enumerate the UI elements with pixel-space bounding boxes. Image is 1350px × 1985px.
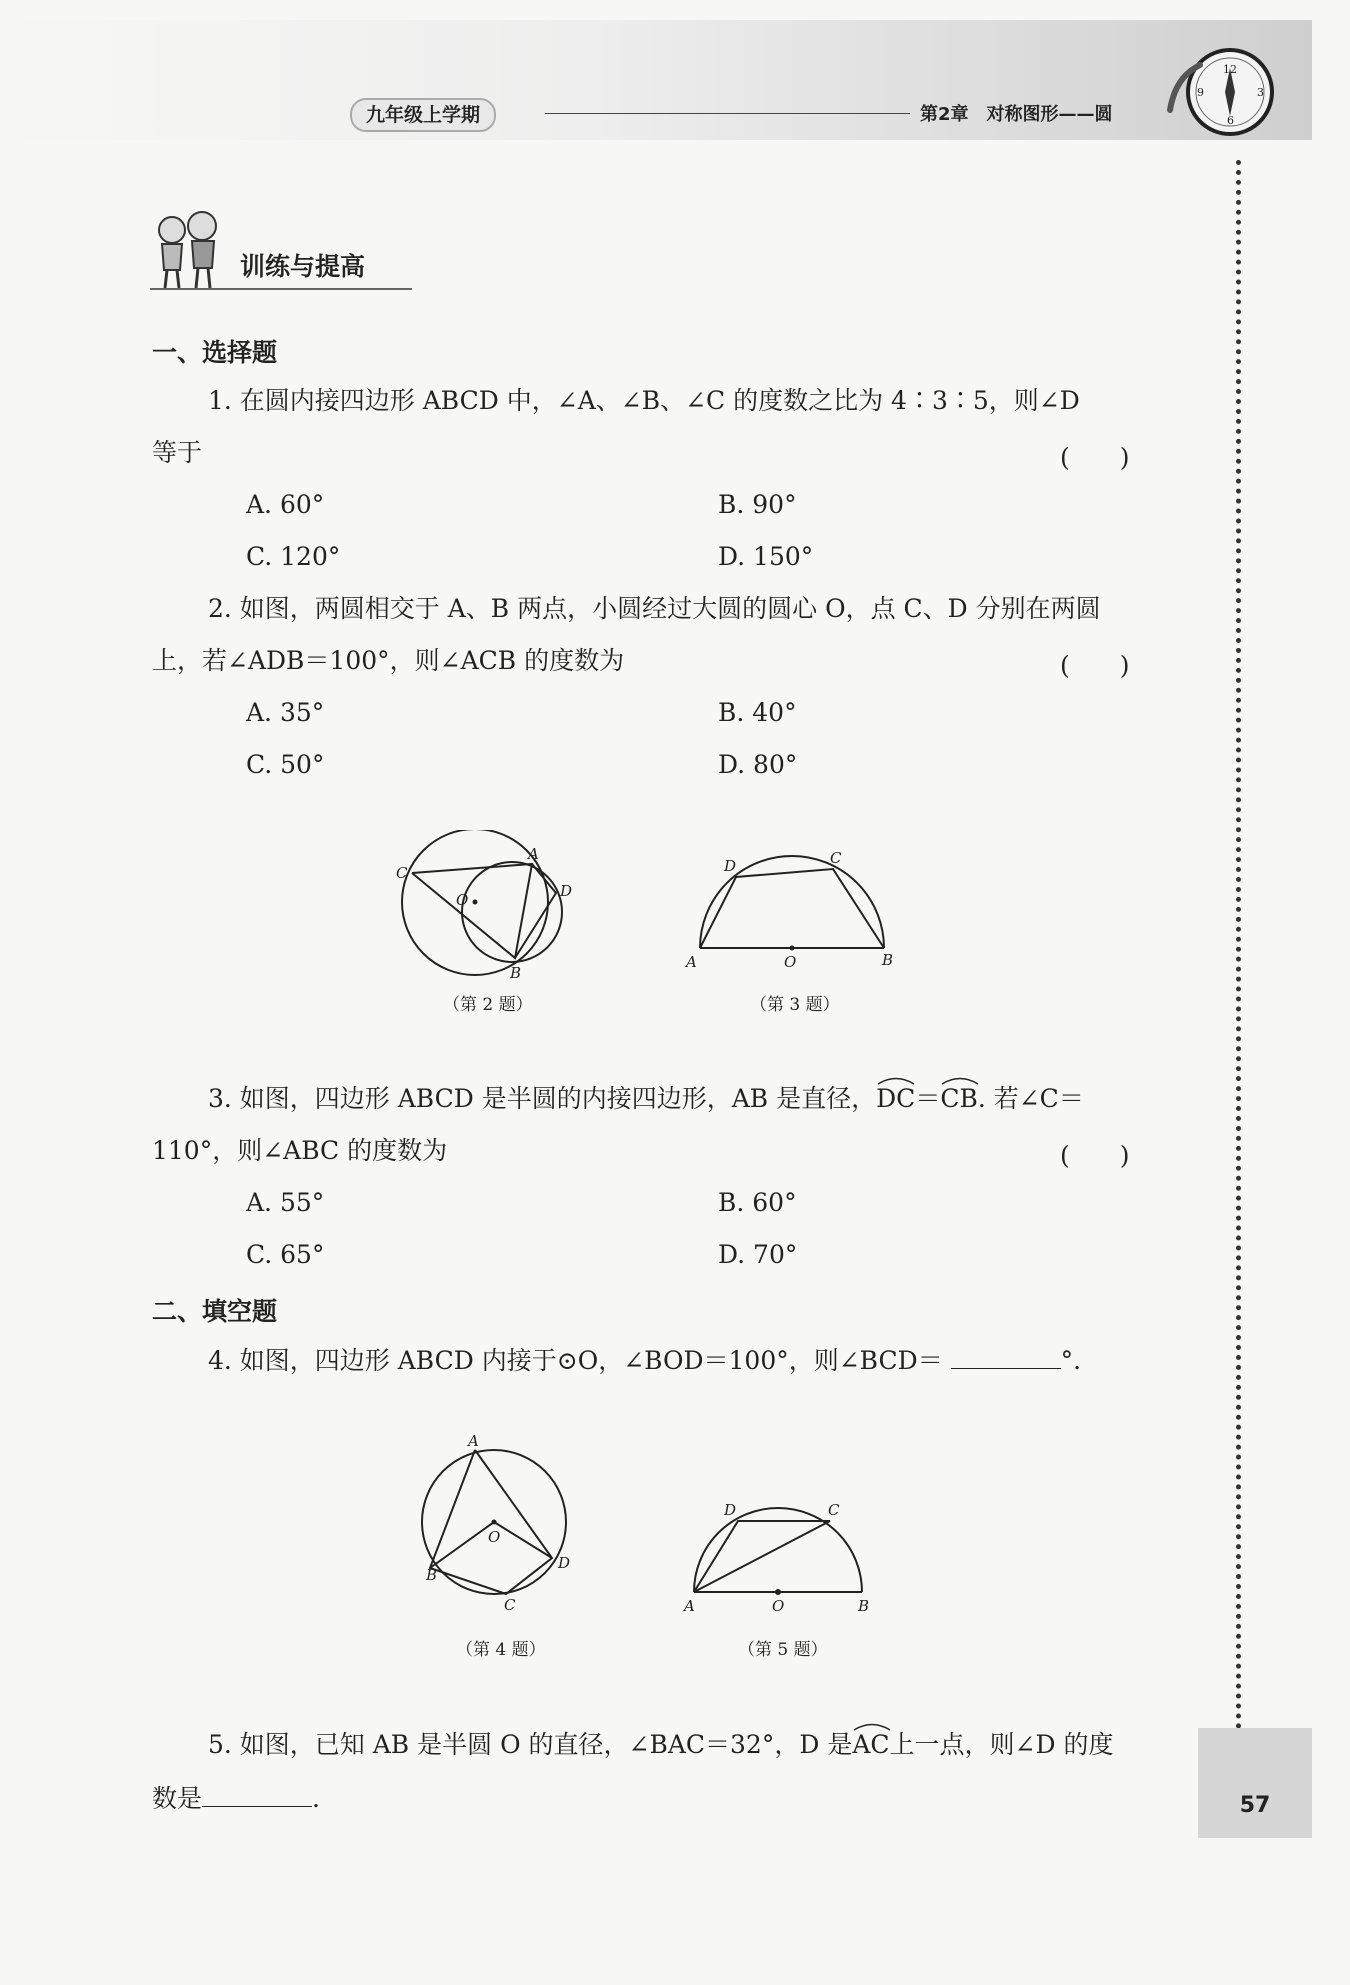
arc-mark-icon [852,1721,892,1731]
q5-line1: 5. 如图，已知 AB 是半圆 O 的直径，∠BAC＝32°，D 是 AC上一点，则∠D 的度 [208,1730,1113,1760]
fig2-label-a: A [528,845,539,863]
q2-option-b: B. 40° [718,698,797,727]
margin-dotted-line [1236,160,1241,1730]
fig3-label-b: B [882,951,894,969]
section-two-title: 二、填空题 [152,1297,278,1326]
figure-3-caption: （第 3 题） [750,995,840,1015]
fig5-label-a: A [684,1597,695,1615]
fig5-label-d: D [724,1501,737,1519]
fig3-label-a: A [686,953,697,971]
q3-arc-cb: CB [940,1084,978,1114]
q2-option-c: C. 50° [246,750,325,779]
figure-5-diagram [680,1495,880,1620]
fig4-label-a: A [468,1432,479,1450]
fig5-label-o: O [772,1597,785,1615]
figure-4-caption: （第 4 题） [456,1640,546,1660]
banner-underline [150,288,412,290]
q2-line2: 上，若∠ADB＝100°，则∠ACB 的度数为 [152,646,625,675]
q1-line2: 等于 [152,438,203,467]
page-number: 57 [1198,1728,1312,1838]
q5-line2: 数是 . [152,1784,320,1813]
fig5-label-b: B [858,1597,870,1615]
section-one-title: 一、选择题 [152,338,278,367]
figure-3-diagram [680,845,910,975]
fig2-label-o: O [456,891,469,909]
q5-arc-ac: AC [852,1730,889,1760]
q3-option-b: B. 60° [718,1188,797,1217]
fig4-label-d: D [558,1554,571,1572]
q4-answer-blank[interactable] [951,1346,1061,1369]
compass-numeral-6: 6 [1227,114,1234,127]
fig3-label-c: C [830,849,842,867]
q3-line1: 3. 如图，四边形 ABCD 是半圆的内接四边形，AB 是直径， DC＝ CB. 若∠C＝ [208,1084,1084,1114]
fig2-label-b: B [510,964,522,982]
fig4-label-c: C [504,1596,516,1614]
section-banner-title: 训练与提高 [240,252,366,281]
q3-option-c: C. 65° [246,1240,325,1269]
figure-5-caption: （第 5 题） [738,1640,828,1660]
compass-icon [1165,40,1275,140]
fig2-label-c: C [396,864,408,882]
chapter-title: 第2章 对称图形——圆 [920,104,1113,125]
kids-illustration-icon [150,208,230,292]
header-band [0,20,1312,140]
compass-numeral-12: 12 [1223,63,1237,76]
figure-2-caption: （第 2 题） [443,995,533,1015]
compass-numeral-3: 3 [1257,86,1264,99]
arc-mark-icon [940,1075,980,1085]
q1-answer-paren: ( ) [1060,443,1130,472]
q5-answer-blank[interactable] [202,1784,312,1807]
header-rule [545,113,910,114]
q3-arc-dc: DC [876,1084,915,1114]
fig2-label-d: D [560,882,573,900]
fig3-label-o: O [784,953,797,971]
q3-option-d: D. 70° [718,1240,798,1269]
q2-option-a: A. 35° [246,698,325,727]
q3-line2: 110°，则∠ABC 的度数为 [152,1136,448,1165]
q3-line1-text-a: 3. 如图，四边形 ABCD 是半圆的内接四边形，AB 是直径， [208,1084,877,1113]
q2-line1: 2. 如图，两圆相交于 A、B 两点，小圆经过大圆的圆心 O，点 C、D 分别在两圆 [208,594,1101,623]
compass-numeral-9: 9 [1197,86,1204,99]
grade-label: 九年级上学期 [350,98,496,132]
figure-2-diagram [390,830,590,990]
q2-option-d: D. 80° [718,750,798,779]
q1-option-d: D. 150° [718,542,814,571]
fig4-label-o: O [488,1528,501,1546]
q1-line1: 1. 在圆内接四边形 ABCD 中，∠A、∠B、∠C 的度数之比为 4∶3∶5，则∠D [208,386,1080,415]
q3-option-a: A. 55° [246,1188,325,1217]
fig4-label-b: B [426,1566,438,1584]
fig3-label-d: D [724,857,737,875]
q1-option-c: C. 120° [246,542,341,571]
fig5-label-c: C [828,1501,840,1519]
arc-mark-icon [876,1075,916,1085]
q1-option-a: A. 60° [246,490,325,519]
q3-answer-paren: ( ) [1060,1141,1130,1170]
q4-line: 4. 如图，四边形 ABCD 内接于⊙O，∠BOD＝100°，则∠BCD＝ °. [208,1346,1082,1375]
q1-option-b: B. 90° [718,490,797,519]
q2-answer-paren: ( ) [1060,651,1130,680]
figure-4-diagram [410,1430,580,1615]
